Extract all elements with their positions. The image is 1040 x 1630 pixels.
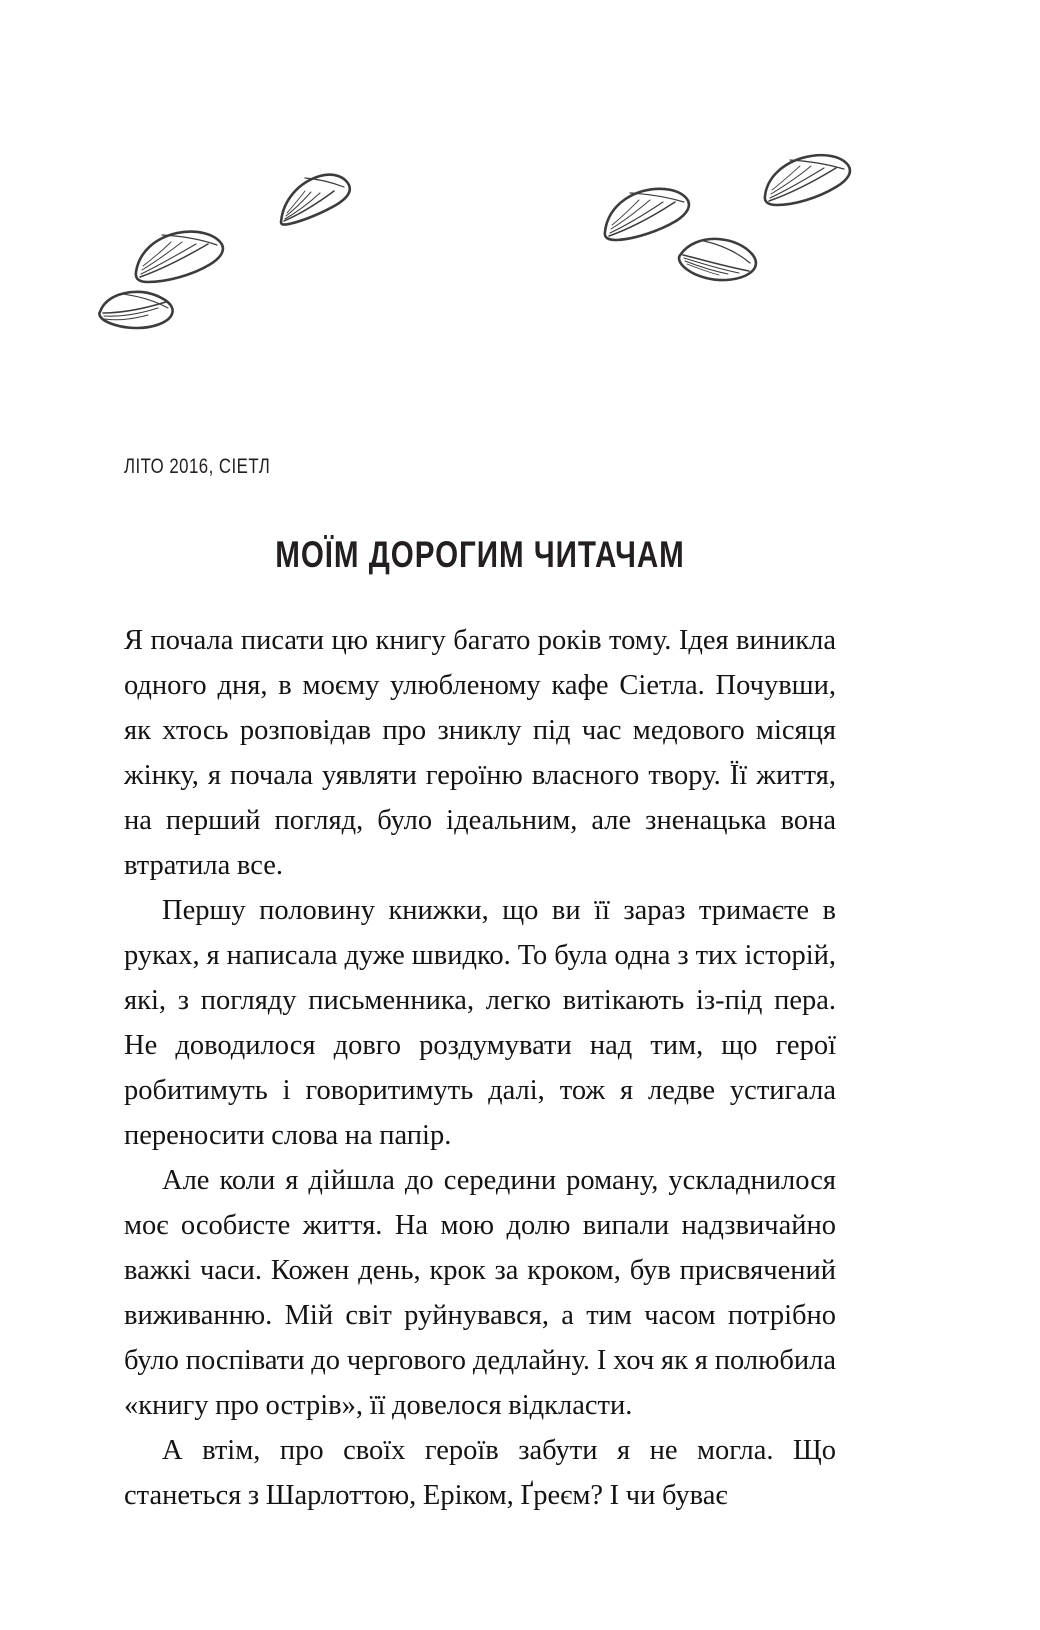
section-kicker: ЛІТО 2016, СІЕТЛ [124,455,271,478]
page-title: МОЇМ ДОРОГИМ ЧИТАЧАМ [275,534,685,575]
paragraph-4: А втім, про своїх героїв забути я не могла. Що станеться з Шарлоттою, Еріком, Ґреєм? І чи буває [124,1435,836,1511]
petal-ornament [0,0,1040,420]
paragraph-2: Першу половину книжки, що ви її зараз тримаєте в руках, я написала дуже швидко. То була одна з тих історій, які, з погляду письменника, легко витікають із-під пера. Не доводилося довго роздумувати над тим, що герої робитимуть і говоритимуть далі, тож я ледве устигала переносити слова на папір. [124,895,836,1151]
petal-icon-4 [605,189,689,240]
petal-icon-5 [765,155,850,205]
paragraph-3: Але коли я дійшла до середини роману, ускладнилося моє особисте життя. На мою долю випали надзвичайно важкі часи. Кожен день, крок за кроком, був присвячений виживанню. Мій світ руйнувався, а тим часом потрібно було поспівати до чергового дедлайну. І хоч як я полюбила «книгу про острів», її довелося відкласти. [124,1165,836,1421]
paragraph-1: Я почала писати цю книгу багато років тому. Ідея виникла одного дня, в моєму улюбленому кафе Сіетла. Почувши, як хтось розповідав про зниклу під час медового місяця жінку, я почала уявляти героїню власного твору. Її життя, на перший погляд, було ідеальним, але зненацька вона втратила все. [124,625,836,881]
body-copy [124,618,836,1518]
petal-icon-3 [99,292,172,328]
petal-icon-2 [136,232,223,282]
petal-icon-1 [281,175,350,225]
text-column [124,455,836,1518]
petal-icon-6 [679,239,756,280]
